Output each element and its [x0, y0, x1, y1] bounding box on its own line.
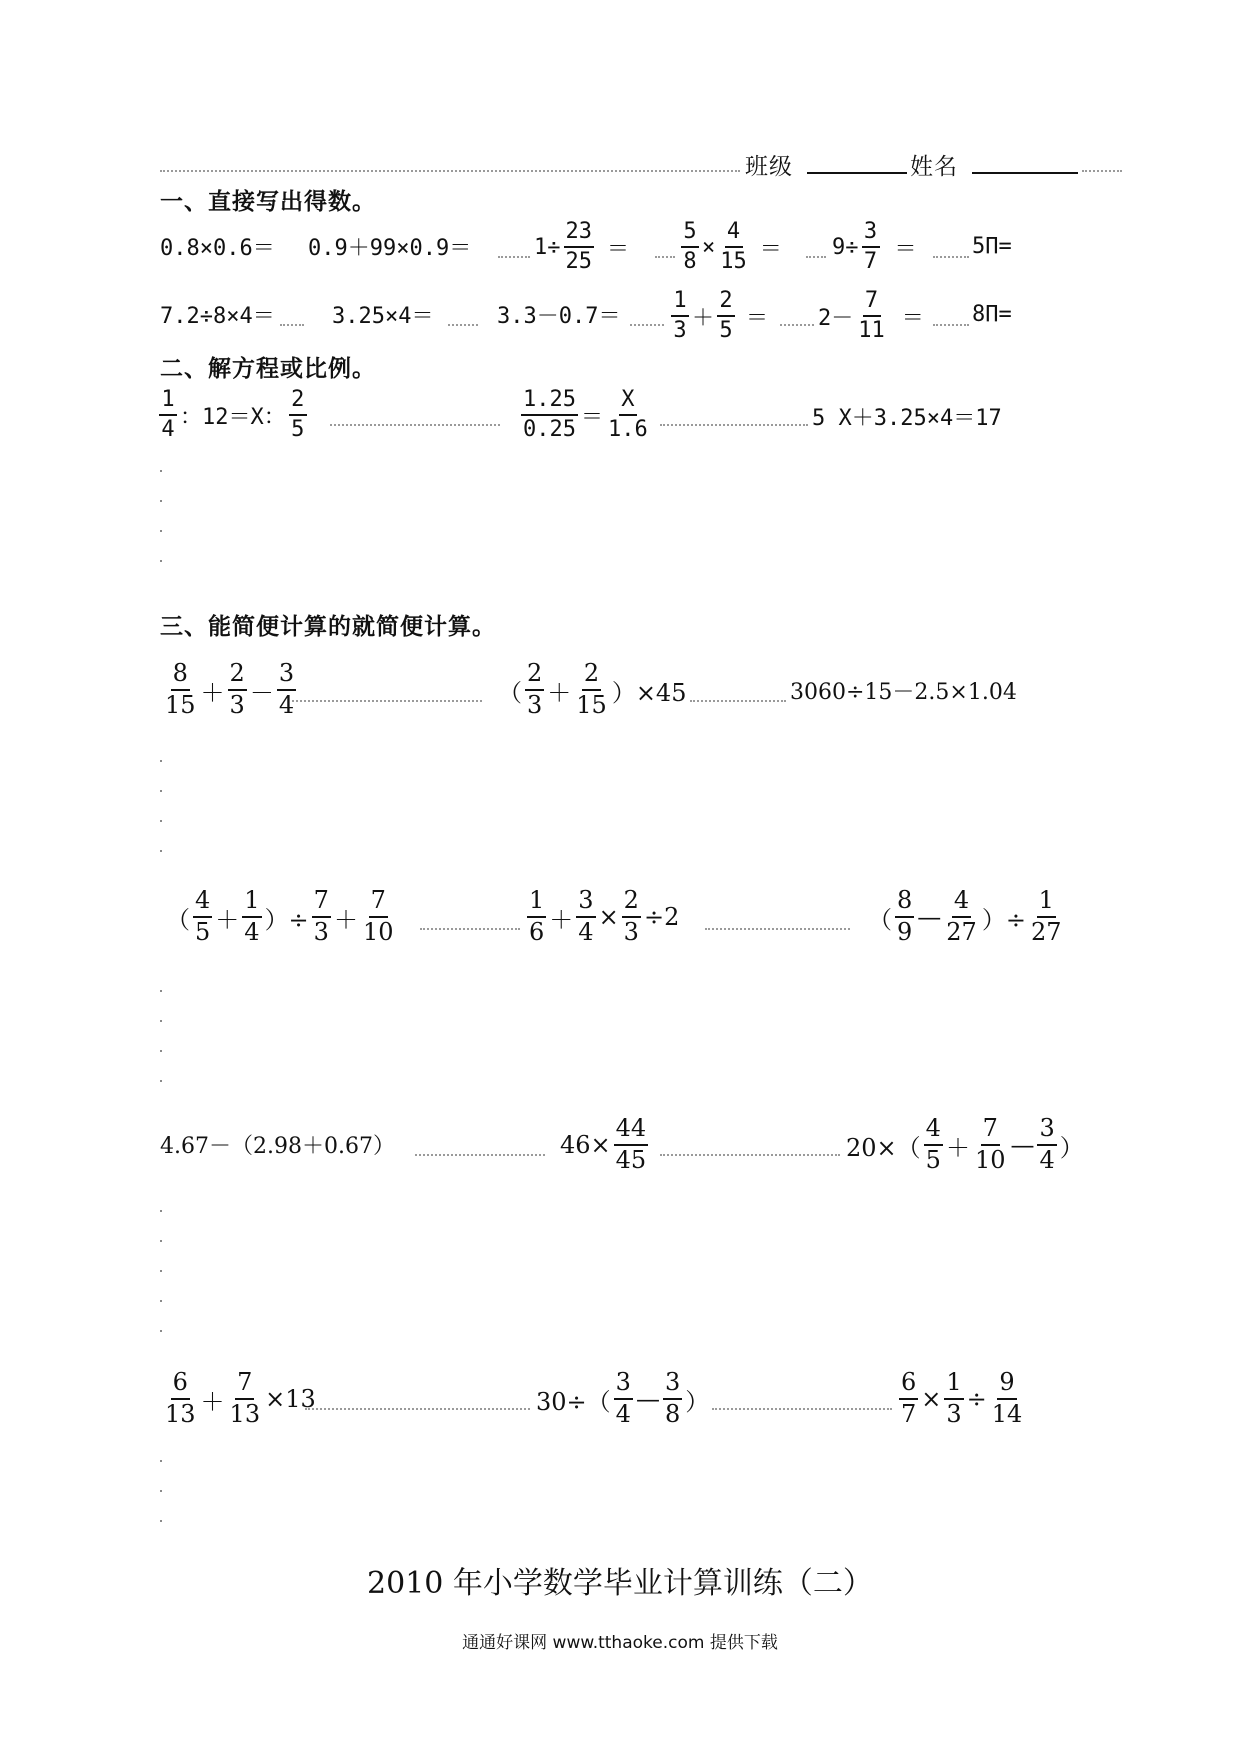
fraction: 1 3 — [671, 289, 689, 343]
problem-s3-11: 30÷（ 3 4 — 3 8 ） — [536, 1368, 710, 1428]
problem-s1-r2-a: 7.2÷8×4＝ — [160, 303, 275, 329]
fraction: $\frac{1}{3}$ — [946, 1368, 962, 1428]
fraction: $\frac{6}{7}$ — [901, 1368, 917, 1428]
fraction: $\frac{2}{3}$ — [623, 886, 639, 946]
fraction: 1 4 — [244, 886, 260, 946]
fraction: 7 11 — [858, 288, 885, 343]
fraction: $\frac{3}{4}$ — [578, 886, 594, 946]
source-credit: 通通好课网 www.tthaoke.com 提供下载 — [462, 1633, 778, 1653]
fraction: $\frac{4}{15}$ — [720, 219, 747, 274]
fraction: 6 13 — [165, 1368, 196, 1428]
fraction: 2 5 — [289, 388, 307, 442]
problem-s1-r2-e: 2－ 7 11 ＝ — [818, 288, 924, 343]
fraction: $\frac{5}{8}$ — [681, 220, 699, 274]
fraction: 4 5 — [925, 1114, 941, 1174]
problem-s3-12: $\frac{6}{7}$ × $\frac{1}{3}$ ÷ $\frac{9}{14}$ — [901, 1368, 1023, 1428]
problem-s2-b: 1.25 0.25 ＝ X 1.6 — [523, 387, 648, 442]
class-blank[interactable] — [807, 150, 907, 174]
fraction: 7 10 — [974, 1114, 1006, 1174]
fraction: 2 5 — [717, 289, 735, 343]
fraction: 2 3 — [229, 659, 245, 719]
problem-s3-7: 4.67－（2.98＋0.67） — [160, 1133, 395, 1159]
fraction: $\frac{3}{7}$ — [862, 220, 880, 274]
problem-s1-r1-a: 0.8×0.6＝ — [160, 235, 275, 261]
problem-s1-r2-d: 1 3 ＋ 2 5 ＝ — [668, 283, 768, 349]
fraction: $\frac{44}{45}$ — [615, 1114, 647, 1174]
name-blank[interactable] — [972, 150, 1078, 174]
fraction: 8 15 — [165, 659, 196, 719]
name-label: 姓名 — [910, 154, 958, 180]
section-2-title: 二、解方程或比例。 — [160, 355, 376, 382]
fraction: 8 9 — [897, 886, 913, 946]
section-3-title: 三、能简便计算的就简便计算。 — [160, 613, 496, 640]
fraction: 7 10 — [362, 886, 394, 946]
problem-s1-r1-d: $\frac{5}{8}$ × $\frac{4}{15}$ ＝ — [678, 214, 782, 280]
fraction: $\frac{23}{25}$ — [565, 219, 592, 274]
problem-s3-10: 6 13 ＋ $\frac{7}{13}$ ×13 — [165, 1368, 316, 1428]
fraction: 4 5 — [195, 886, 211, 946]
problem-s3-3: 3060÷15－2.5×1.04 — [790, 679, 1017, 705]
fraction: 1 6 — [529, 886, 545, 946]
problem-s1-r2-b: 3.25×4＝ — [332, 303, 434, 329]
problem-s3-9: 20×（ 4 5 ＋ 7 10 — 3 4 ） — [846, 1114, 1084, 1174]
fraction: 3 4 — [615, 1368, 631, 1428]
problem-s2-a: 1 4 ：12＝X： 2 5 — [156, 382, 310, 448]
problem-s1-r2-f: 8Π= — [972, 301, 1012, 327]
fraction: $\frac{1}{27}$ — [1030, 886, 1062, 946]
problem-s3-6: （ 8 9 — 4 27 ）÷ $\frac{1}{27}$ — [868, 886, 1062, 946]
fraction: 3 8 — [664, 1368, 681, 1428]
problem-s3-4: （ 4 5 ＋ 1 4 ）÷ $\frac{7}{3}$ ＋ 7 10 — [166, 886, 394, 946]
problem-s1-r1-c: 1÷ $\frac{23}{25}$ ＝ — [534, 219, 630, 274]
fraction: 4 27 — [946, 886, 977, 946]
problem-s1-r1-b: 0.9＋99×0.9＝ — [308, 235, 472, 261]
fraction: 1 4 — [159, 388, 177, 442]
problem-s1-r2-c: 3.3－0.7＝ — [497, 303, 621, 329]
problem-s3-8: 46× $\frac{44}{45}$ — [560, 1114, 647, 1174]
fraction: 2 3 — [527, 659, 543, 719]
problem-s2-c: 5 X＋3.25×4＝17 — [812, 405, 1002, 431]
fraction: 3 4 — [278, 659, 295, 719]
class-label: 班级 — [745, 154, 793, 180]
problem-s1-r1-f: 5Π= — [972, 233, 1012, 259]
fraction: X 1.6 — [608, 387, 648, 442]
fraction: 1.25 0.25 — [523, 387, 576, 442]
fraction: 3 4 — [1039, 1114, 1055, 1174]
problem-s3-5: 1 6 ＋ $\frac{3}{4}$ × $\frac{2}{3}$ ÷2 — [529, 886, 680, 946]
section-1-title: 一、直接写出得数。 — [160, 188, 376, 215]
problem-s3-2: （ 2 3 ＋ 2 15 ）×45 — [498, 659, 687, 719]
fraction: 2 15 — [576, 659, 607, 719]
problem-s1-r1-e: 9÷ $\frac{3}{7}$ ＝ — [832, 219, 917, 274]
fraction: $\frac{7}{13}$ — [229, 1368, 261, 1428]
fraction: $\frac{7}{3}$ — [313, 886, 329, 946]
fraction: $\frac{9}{14}$ — [991, 1368, 1023, 1428]
worksheet-title: 2010 年小学数学毕业计算训练（二） — [367, 1566, 873, 1601]
problem-s3-1: 8 15 ＋ 2 3 － 3 4 — [165, 659, 295, 719]
